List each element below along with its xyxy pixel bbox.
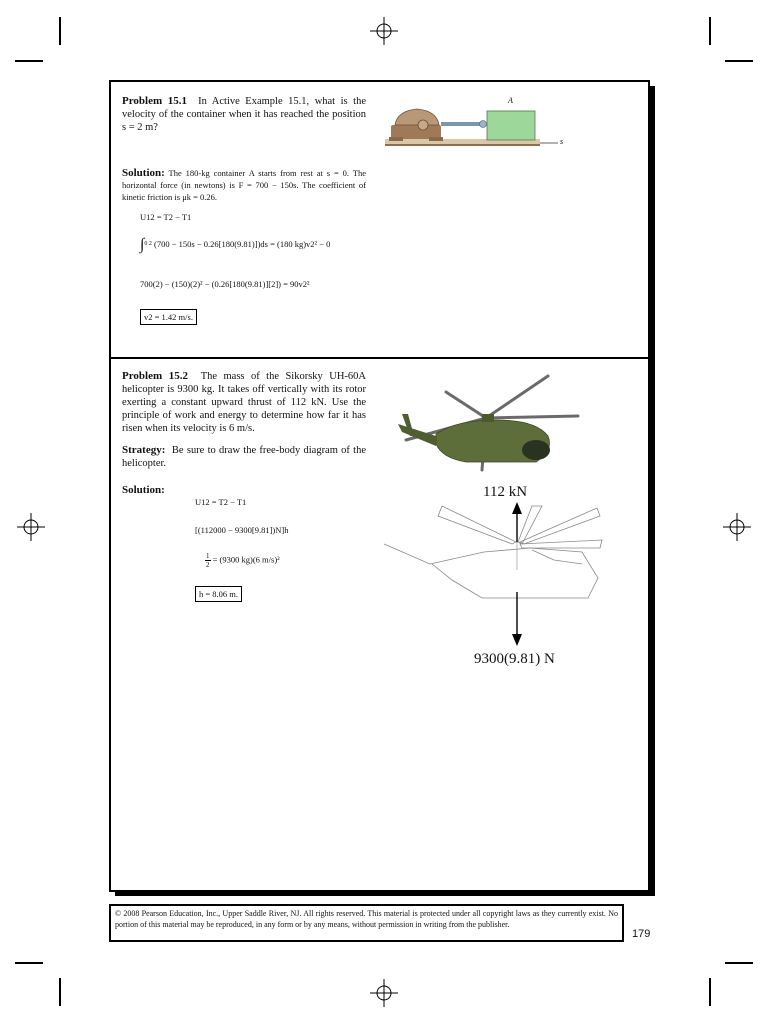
problem-2-strategy-heading: Strategy: bbox=[122, 444, 166, 456]
problem-2-eq3: = (9300 kg)(6 m/s)² bbox=[212, 554, 280, 565]
registration-mark-icon bbox=[370, 979, 398, 1007]
registration-mark-icon bbox=[17, 513, 45, 541]
integral-icon: ∫ bbox=[140, 236, 145, 254]
weight-label: 9300(9.81) N bbox=[474, 651, 555, 667]
problem-1-statement: In Active Example 15.1, what is the velocity of the container when it has reached the position s = 2 m? bbox=[122, 96, 366, 133]
copyright-notice: © 2008 Pearson Education, Inc., Upper Saddle River, NJ. All rights reserved. This material is protected under all copyright laws as they currently exist. No portion of this material may be reproduced, in any form or by any means, without permission in writing from the publisher. bbox=[109, 904, 624, 942]
problem-2-statement-block bbox=[122, 370, 366, 435]
container-box bbox=[487, 111, 535, 140]
crop-mark bbox=[709, 17, 711, 45]
problem-1-eq1: U12 = T2 − T1 bbox=[140, 212, 192, 222]
integral-limits: 0 2 bbox=[144, 241, 152, 247]
registration-mark-icon bbox=[723, 513, 751, 541]
problem-2-strategy-block bbox=[122, 444, 366, 470]
problem-1-eq2-line bbox=[140, 236, 331, 254]
arrow-down-icon bbox=[512, 634, 522, 646]
problem-2-eq3-line bbox=[205, 552, 280, 569]
motor-icon bbox=[389, 109, 443, 141]
problem-2-strategy-text: Be sure to draw the free-body diagram of the helicopter. bbox=[122, 445, 367, 469]
problem-2-answer: h = 8.06 m. bbox=[195, 586, 242, 602]
crop-mark bbox=[725, 962, 753, 964]
crop-mark bbox=[59, 978, 61, 1006]
crop-mark bbox=[725, 60, 753, 62]
problem-2-number: Problem 15.2 bbox=[122, 370, 188, 382]
problem-2-eq2: [(112000 − 9300[9.81])N]h bbox=[195, 525, 289, 535]
free-body-diagram bbox=[382, 480, 622, 670]
problem-1-number: Problem 15.1 bbox=[122, 95, 188, 107]
crop-mark bbox=[15, 962, 43, 964]
problem-1-solution-text: The 180-kg container A starts from rest at s = 0. The horizontal force (in newtons) is F = 700 − 150s. The coefficient of kinetic friction is μk = 0.26. bbox=[122, 168, 366, 202]
problem-1-statement-block bbox=[122, 95, 366, 134]
registration-mark-icon bbox=[370, 17, 398, 45]
helicopter-figure bbox=[386, 374, 586, 474]
problem-1-solution-block bbox=[122, 167, 366, 203]
problem-2-solution-heading: Solution: bbox=[122, 484, 165, 496]
problem-1-eq2: (700 − 150s − 0.26[180(9.81)])ds = (180 kg)v2² − 0 bbox=[154, 239, 331, 249]
crop-mark bbox=[59, 17, 61, 45]
problem-2-eq1: U12 = T2 − T1 bbox=[195, 497, 247, 507]
page-number: 179 bbox=[632, 928, 651, 940]
problem-2-statement: The mass of the Sikorsky UH-60A helicopter is 9300 kg. It takes off vertically with its rotor exerting a constant upward thrust of 112 kN. Use the principle of work and energy to determine how far it has risen when its velocity is 6 m/s. bbox=[122, 371, 367, 434]
axis-label-s: s bbox=[560, 137, 564, 146]
problem-1-answer: v2 = 1.42 m/s. bbox=[140, 309, 197, 325]
fraction-half: $\frac{1}{2}$ bbox=[206, 552, 210, 569]
problem-1-solution-heading: Solution: bbox=[122, 167, 165, 179]
crop-mark bbox=[15, 60, 43, 62]
thrust-label: 112 kN bbox=[483, 484, 528, 500]
problem-1-eq3: 700(2) − (150)(2)² − (0.26[180(9.81)][2]) = 90v2² bbox=[140, 279, 310, 289]
arrow-up-icon bbox=[512, 502, 522, 514]
container-label: A bbox=[508, 96, 513, 105]
problem-divider bbox=[109, 357, 650, 359]
helicopter-icon bbox=[386, 374, 586, 474]
crop-mark bbox=[709, 978, 711, 1006]
container-figure bbox=[383, 95, 573, 157]
